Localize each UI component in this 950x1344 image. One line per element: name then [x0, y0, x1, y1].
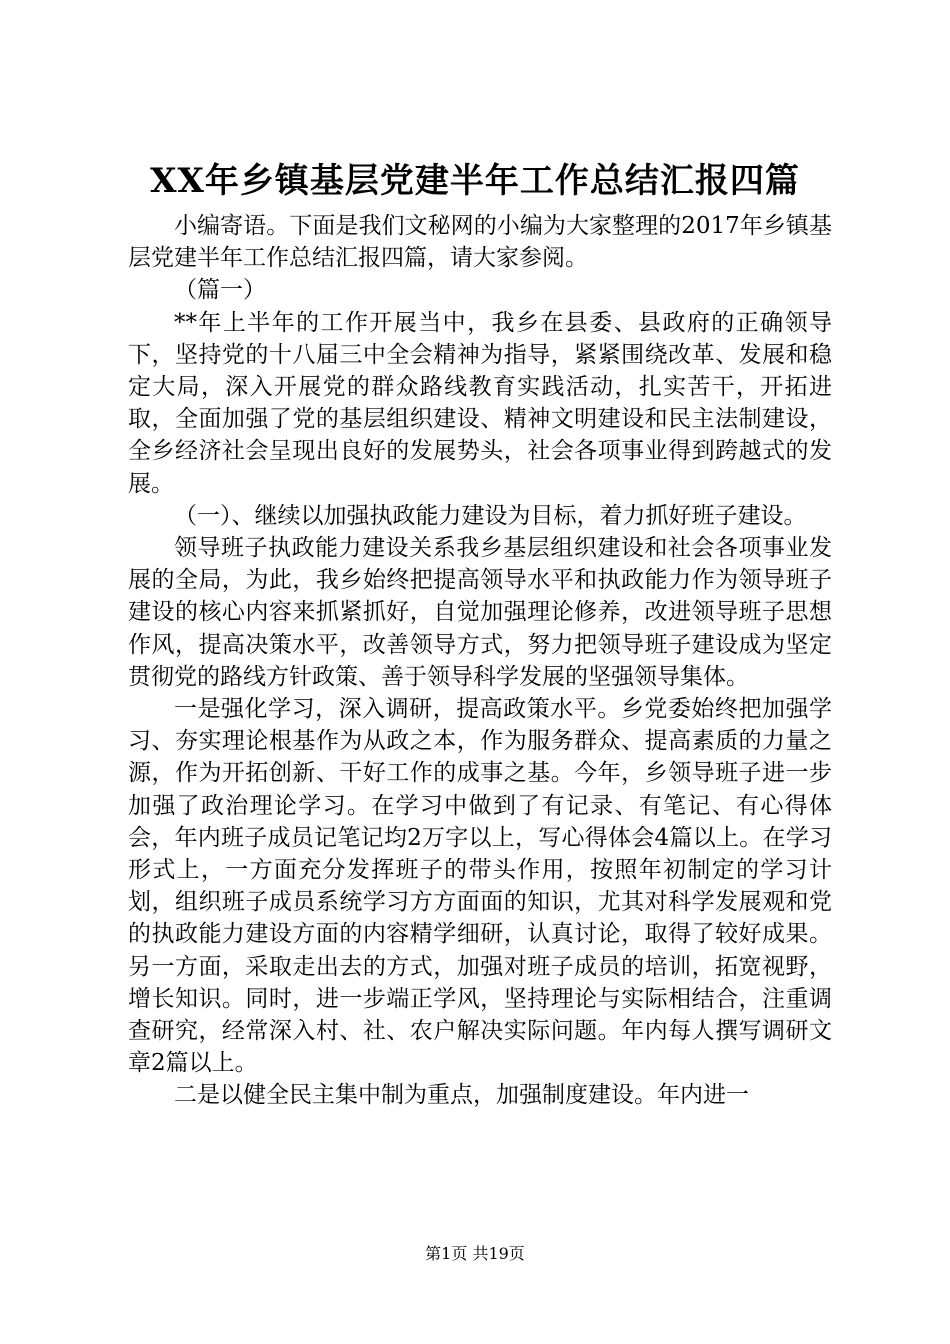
document-body	[128, 210, 832, 1112]
body-paragraph: **年上半年的工作开展当中，我乡在县委、县政府的正确领导下，坚持党的十八届三中全会精神为指导，紧紧围绕改革、发展和稳定大局，深入开展党的群众路线教育实践活动，扎实苦干，开拓进取，全面加强了党的基层组织建设、精神文明建设和民主法制建设，全乡经济社会呈现出良好的发展势头，社会各项事业得到跨越式的发展。	[128, 309, 832, 497]
intro-paragraph: 小编寄语。下面是我们文秘网的小编为大家整理的2017年乡镇基层党建半年工作总结汇报四篇，请大家参阅。	[128, 213, 832, 272]
section-label: （篇一）	[174, 277, 266, 304]
body-paragraph: 领导班子执政能力建设关系我乡基层组织建设和社会各项事业发展的全局，为此，我乡始终把提高领导水平和执政能力作为领导班子建设的核心内容来抓紧抓好，自觉加强理论修养，改进领导班子思想作风，提高决策水平，改善领导方式，努力把领导班子建设成为坚定贯彻党的路线方针政策、善于领导科学发展的坚强领导集体。	[128, 535, 832, 690]
page-footer: 第1页 共19页	[425, 1244, 525, 1263]
section-heading: （一）、继续以加强执政能力建设为目标，着力抓好班子建设。	[174, 502, 807, 529]
body-paragraph: 一是强化学习，深入调研，提高政策水平。乡党委始终把加强学习、夯实理论根基作为从政之本，作为服务群众、提高素质的力量之源，作为开拓创新、干好工作的成事之基。今年，乡领导班子进一步加强了政治理论学习。在学习中做到了有记录、有笔记、有心得体会，年内班子成员记笔记均2万字以上，写心得体会4篇以上。在学习形式上，一方面充分发挥班子的带头作用，按照年初制定的学习计划，组织班子成员系统学习方方面面的知识，尤其对科学发展观和党的执政能力建设方面的内容精学细研，认真讨论，取得了较好成果。另一方面，采取走出去的方式，加强对班子成员的培训，拓宽视野，增长知识。同时，进一步端正学风，坚持理论与实际相结合，注重调查研究，经常深入村、社、农户解决实际问题。年内每人撰写调研文章2篇以上。	[128, 696, 832, 1077]
body-paragraph: 二是以健全民主集中制为重点，加强制度建设。年内进一	[174, 1082, 749, 1109]
document-title: XX年乡镇基层党建半年工作总结汇报四篇	[150, 161, 800, 201]
